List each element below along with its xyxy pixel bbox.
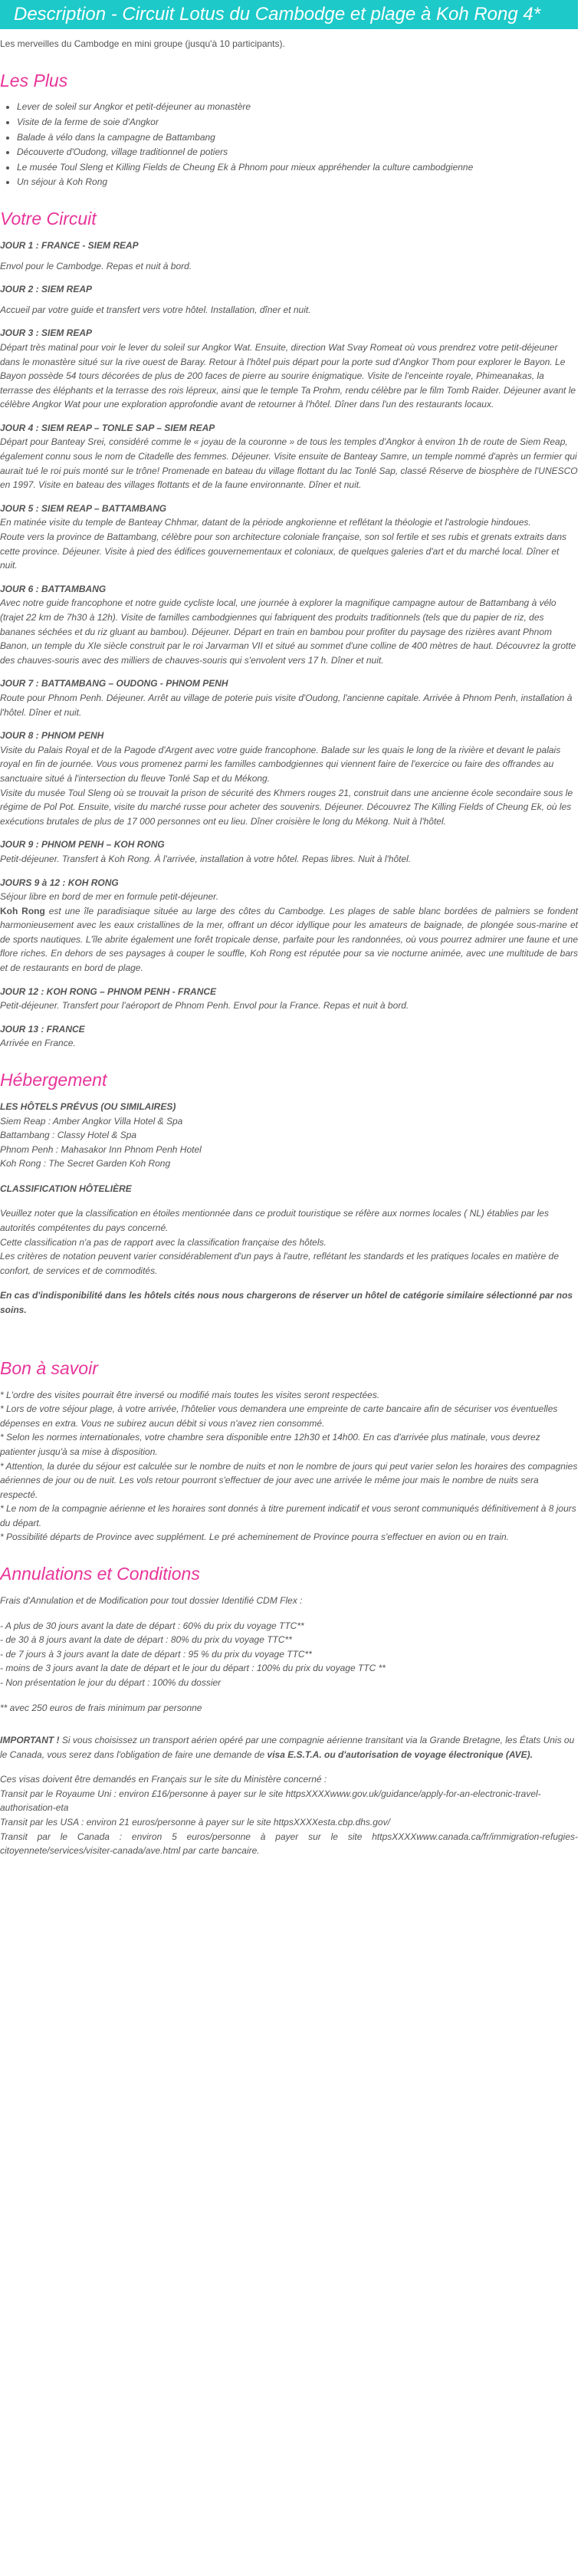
fee-line: - A plus de 30 jours avant la date de départ : 60% du prix du voyage TTC**	[0, 1620, 304, 1631]
day-title: JOUR 6 : BATTAMBANG	[0, 583, 107, 594]
visa-line: Transit par les USA : environ 21 euros/personne à payer sur le site httpsXXXXesta.cbp.dhs.gov/	[0, 1817, 390, 1828]
day-block-koh-rong	[0, 876, 578, 975]
fee-line: - de 30 à 8 jours avant la date de départ : 80% du prix du voyage TTC**	[0, 1634, 292, 1646]
day-block	[0, 282, 578, 317]
list-item: • Découverte d'Oudong, village traditionnel de potiers	[17, 145, 578, 160]
day-title: JOUR 7 : BATTAMBANG – OUDONG - PHNOM PENH	[0, 678, 228, 689]
page-title-banner	[0, 0, 578, 29]
day-block	[0, 729, 578, 828]
day-text: Route pour Phnom Penh. Déjeuner. Arrêt au village de poterie puis visite d'Oudong, l'ancienne capitale. Arrivée à Phnom Penh, installation à l'hôtel. Dîner et nuit.	[0, 692, 573, 718]
visa-line: Ces visas doivent être demandés en Français sur le site du Ministère concerné :	[0, 1774, 327, 1785]
hebergement-heading: Hébergement	[0, 1070, 107, 1091]
visa-block	[0, 1772, 578, 1858]
day-text: Petit-déjeuner. Transfert à Koh Rong. À l'arrivée, installation à votre hôtel. Repas libres. Nuit à l'hôtel.	[0, 853, 412, 864]
koh-rong-bold-lead: Koh Rong	[0, 905, 45, 916]
important-notice	[0, 1733, 578, 1762]
koh-rong-text: est une île paradisiaque située au large des côtes du Cambodge. Les plages de sable blanc bordées de palmiers se fondent harmonieusement avec les eaux cristallines de la mer, offrant un décor idyllique pour les amateurs de baignade, de plongée sous-marine et de sports nautiques. L'île abrite également une forêt tropicale dense, parfaite pour les randonnées, où vous pourrez admirer une faune et une flore riches. En dehors de ses paysages à couper le souffle, Koh Rong est réputée pour sa vie nocturne animée, avec une multitude de bars et de restaurants en bord de plage.	[0, 905, 578, 974]
hotel-line: Battambang : Classy Hotel & Spa	[0, 1130, 137, 1141]
day-block	[0, 1022, 578, 1051]
note-line: * L'ordre des visites pourrait être inversé ou modifié mais toutes les visites seront respectées.	[0, 1389, 380, 1400]
day-block	[0, 985, 578, 1013]
day-text: Arrivée en France.	[0, 1038, 76, 1049]
note-line: * Le nom de la compagnie aérienne et les horaires sont donnés à titre purement indicatif et vous seront communiqués définitivement à 8 jours du départ.	[0, 1503, 576, 1528]
important-bold: visa E.S.T.A. ou d'autorisation de voyage électronique (AVE).	[267, 1749, 533, 1760]
note-line: * Lors de votre séjour plage, à votre arrivée, l'hôtelier vous demandera une empreinte de carte bancaire afin de sécuriser vos éventuelles dépenses en extra. Vous ne subirez aucun débit si vous n'avez rien consommé.	[0, 1403, 558, 1429]
fee-line: - moins de 3 jours avant la date de départ et le jour du départ : 100% du prix du voyage TTC **	[0, 1663, 386, 1674]
circuit-heading: Votre Circuit	[0, 209, 97, 229]
page-title: Description - Circuit Lotus du Cambodge et plage à Koh Rong 4*	[14, 4, 541, 25]
list-item: • Un séjour à Koh Rong	[17, 175, 578, 189]
visa-line: Transit par le Canada : environ 5 euros/personne à payer sur le site httpsXXXXwww.canada.ca/fr/immigration-refugies-citoyennete/services/visiter-canada/ave.html par carte bancaire.	[0, 1831, 578, 1857]
hotels-title: LES HÔTELS PRÉVUS (OU SIMILAIRES)	[0, 1100, 176, 1112]
list-item: • Visite de la ferme de soie d'Angkor	[17, 115, 578, 130]
day-title: JOUR 9 : PHNOM PENH – KOH RONG	[0, 839, 165, 850]
hebergement-warning: En cas d'indisponibilité dans les hôtels cités nous nous chargerons de réserver un hôtel de catégorie similaire sélectionné par nos soins.	[0, 1290, 573, 1316]
classification-title: CLASSIFICATION HÔTELIÈRE	[0, 1183, 132, 1194]
fee-line: - Non présentation le jour du départ : 100% du dossier	[0, 1676, 222, 1688]
important-label: IMPORTANT !	[0, 1735, 60, 1746]
intro-text: Les merveilles du Cambodge en mini groupe (jusqu'à 10 participants).	[0, 38, 285, 49]
hotel-line: Koh Rong : The Secret Garden Koh Rong	[0, 1158, 171, 1170]
classification-block	[0, 1206, 578, 1278]
day-block	[0, 582, 578, 668]
classification-line: Veuillez noter que la classification en étoiles mentionnée dans ce produit touristique se réfère aux normes locales ( NL) établies par les autorités compétentes du pays concerné.	[0, 1208, 549, 1234]
day-title: JOUR 8 : PHNOM PENH	[0, 730, 104, 742]
bon-a-savoir-block	[0, 1388, 578, 1545]
day-block	[0, 502, 578, 573]
fees-note: ** avec 250 euros de frais minimum par personne	[0, 1702, 202, 1713]
fees-block	[0, 1619, 578, 1690]
day-block	[0, 837, 578, 866]
day-text: Séjour libre en bord de mer en formule petit-déjeuner.	[0, 891, 219, 903]
day-title: JOURS 9 à 12 : KOH RONG	[0, 877, 119, 888]
list-item: • Lever de soleil sur Angkor et petit-déjeuner au monastère	[17, 100, 578, 114]
fee-line: - de 7 jours à 3 jours avant la date de départ : 95 % du prix du voyage TTC**	[0, 1648, 312, 1660]
note-line: * Possibilité départs de Province avec supplément. Le pré acheminement de Province pourra s'effectuer en avion ou en train.	[0, 1531, 510, 1543]
note-line: * Selon les normes internationales, votre chambre sera disponible entre 12h30 et 14h00. En cas d'arrivée plus matinale, vous devrez patienter jusqu'à sa mise à disposition.	[0, 1432, 540, 1457]
day-text: Accueil par votre guide et transfert vers votre hôtel. Installation, dîner et nuit.	[0, 304, 311, 315]
day-title: JOUR 2 : SIEM REAP	[0, 284, 93, 295]
classification-line: Cette classification n'a pas de rapport avec la classification française des hôtels.	[0, 1236, 327, 1248]
day-block	[0, 239, 578, 273]
day-text: Envol pour le Cambodge. Repas et nuit à bord.	[0, 260, 192, 271]
hotels-block	[0, 1100, 578, 1171]
bon-a-savoir-heading: Bon à savoir	[0, 1357, 98, 1378]
list-item: • Le musée Toul Sleng et Killing Fields de Cheung Ek à Phnom pour mieux appréhender la culture cambodgienne	[17, 160, 578, 175]
day-block	[0, 326, 578, 412]
day-title: JOUR 5 : SIEM REAP – BATTAMBANG	[0, 502, 167, 514]
plus-heading: Les Plus	[0, 70, 68, 90]
hotel-line: Siem Reap : Amber Angkor Villa Hotel & Spa	[0, 1115, 183, 1127]
day-text: Départ pour Banteay Srei, considéré comme le « joyau de la couronne » de tous les temples d'Angkor à environ 1h de route de Siem Reap, également connu sous le nom de Citadelle des femmes. Déjeuner. Visite ensuite de Banteay Samre, un temple nommé d'après un fermier qui aurait tué le roi puis monté sur le trône! Promenade en bateau du village flottant du lac Tonlé Sap, classé Réserve de biosphère de l'UNESCO en 1997. Visite en bateau des villages flottants et de la faune environnante. Dîner et nuit.	[0, 436, 578, 491]
day-text: Petit-déjeuner. Transfert pour l'aéroport de Phnom Penh. Envol pour la France. Repas et nuit à bord.	[0, 1000, 409, 1012]
annulations-heading: Annulations et Conditions	[0, 1564, 200, 1584]
list-item: • Balade à vélo dans la campagne de Battambang	[17, 130, 578, 145]
day-text: En matinée visite du temple de Banteay Chhmar, datant de la période angkorienne et reflétant la théologie et l'astrologie hindoues. Route vers la province de Battambang, célèbre pour son architecture coloniale française, son sol fertile et ses rubis et grenats extraits dans cette province. Déjeuner. Visite à pied des édifices gouvernementaux et coloniaux, de quelques galeries d'art et du marché local. Dîner et nuit.	[0, 517, 567, 571]
day-title: JOUR 3 : SIEM REAP	[0, 327, 93, 339]
day-title: JOUR 4 : SIEM REAP – TONLE SAP – SIEM REAP	[0, 422, 215, 433]
day-text: Visite du Palais Royal et de la Pagode d'Argent avec votre guide francophone. Balade sur les quais le long de la rivière et devant le palais royal en fin de journée. Vous vous promenez parmi les familles cambodgiennes qui viennent faire de l'exercice ou faire des offrandes au sanctuaire situé à l'intersection du fleuve Tonlé Sap et du Mékong. Visite du musée Toul Sleng où se trouvait la prison de sécurité des Khmers rouges 21, construit dans une ancienne école secondaire sous le régime de Pol Pot. Ensuite, visite du marché russe pour acheter des souvenirs. Déjeuner. Découvrez The Killing Fields of Cheung Ek, où les exécutions brutales de plus de 17 000 personnes ont eu lieu. Dîner croisière le long du Mékong. Nuit à l'hôtel.	[0, 744, 573, 827]
important-text: Si vous choisissez un transport aérien opéré par une compagnie aérienne transitant via la Grande Bretagne, les États Unis ou le Canada, vous serez dans l'obligation de faire une demande de	[0, 1735, 575, 1760]
classification-line: Les critères de notation peuvent varier considérablement d'un pays à l'autre, reflétant les standards et les pratiques locales en matière de confort, de services et de commodités.	[0, 1251, 559, 1276]
plus-list	[17, 100, 578, 189]
day-title: JOUR 13 : FRANCE	[0, 1023, 85, 1035]
day-title: JOUR 12 : KOH RONG – PHNOM PENH - FRANCE	[0, 985, 217, 997]
day-text: Avec notre guide francophone et notre guide cycliste local, une journée à explorer la magnifique campagne autour de Battambang à vélo (trajet 22 km de 7h30 à 12h). Visite de familles cambodgiennes qui fabriquent des produits traditionnels (tels que du papier de riz, des bananes séchées et du riz gluant au bambou). Déjeuner. Départ en train en bambou pour profiter du paysage des rizières avant Phnom Banon, un temple du XIe siècle construit par le roi Jarvarman VII et situé au sommet d'une colline de 400 mètres de haut. Découvrez la grotte des chauves-souris avec des milliers de chauves-souris qui s'envolent vers 17 h. Dîner et nuit.	[0, 597, 576, 666]
day-title: JOUR 1 : FRANCE - SIEM REAP	[0, 239, 139, 251]
day-text: Départ très matinal pour voir le lever du soleil sur Angkor Wat. Ensuite, direction Wat Svay Romeat où vous prendrez votre petit-déjeuner dans le monastère situé sur la rive ouest de Baray. Retour à l'hôtel puis départ pour la porte sud d'Angkor Thom pour explorer le Bayon. Le Bayon possède 54 tours décorées de plus de 200 faces de pierre au sourire énigmatique. Visite de l'enceinte royale, Phimeanakas, la terrasse des éléphants et la terrasse des rois lépreux, ainsi que le temple Ta Prohm, rendu célèbre par le film Tomb Raider. Déjeuner avant le célèbre Angkor Wat pour une exploration approfondie avant de retourner à l'hôtel. Dîner dans l'un des restaurants locaux.	[0, 341, 576, 410]
day-block	[0, 676, 578, 719]
visa-line: Transit par le Royaume Uni : environ £16/personne à payer sur le site httpsXXXXwww.gov.uk/guidance/apply-for-an-electronic-travel-authorisation-eta	[0, 1788, 541, 1814]
note-line: * Attention, la durée du séjour est calculée sur le nombre de nuits et non le nombre de jours qui peut varier selon les horaires des compagnies aériennes de jour ou de nuit. Les vols retour pourront s'effectuer de jour avec une arrivée le même jour mais le nombre de nuits sera respecté.	[0, 1460, 578, 1500]
koh-rong-description	[0, 904, 578, 975]
annulations-intro: Frais d'Annulation et de Modification pour tout dossier Identifié CDM Flex :	[0, 1594, 303, 1606]
hotel-line: Phnom Penh : Mahasakor Inn Phnom Penh Hotel	[0, 1143, 202, 1155]
day-block	[0, 421, 578, 492]
